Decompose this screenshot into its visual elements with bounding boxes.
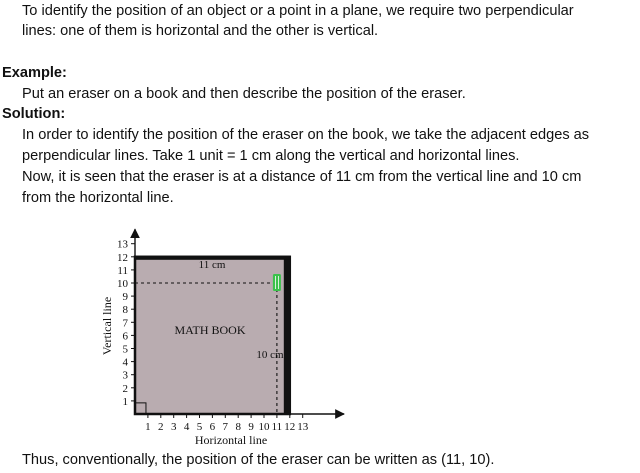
y-axis-label: Vertical line — [100, 296, 114, 356]
y-tick-label: 11 — [117, 264, 128, 277]
x-tick-label: 3 — [170, 421, 177, 433]
y-tick-label: 13 — [117, 238, 128, 251]
intro-line-2: lines: one of them is horizontal and the other is vertical. — [22, 23, 379, 39]
solution-line-1: In order to identify the position of the eraser on the book, we take the adjacent edges as — [22, 127, 590, 143]
solution-line-4: from the horizontal line. — [22, 190, 174, 206]
x-tick-label: 2 — [158, 421, 164, 433]
x-axis-label: Horizontal line — [194, 433, 268, 447]
x-tick-label: 12 — [284, 421, 296, 433]
y-tick-label: 5 — [122, 343, 128, 356]
example-heading: Example: — [2, 65, 67, 81]
x-tick-label: 5 — [196, 421, 203, 433]
y-tick-label: 7 — [122, 317, 128, 330]
book-spine — [284, 257, 291, 414]
solution-line-3: Now, it is seen that the eraser is at a distance of 11 cm from the vertical line and 10 cm — [22, 169, 582, 185]
x-tick-label: 10 — [258, 421, 270, 433]
solution-line-2: perpendicular lines. Take 1 unit = 1 cm along the vertical and horizontal lines. — [22, 148, 520, 164]
conclusion-text: Thus, conventionally, the position of the eraser can be written as (11, 10). — [22, 452, 495, 468]
x-tick-label: 7 — [222, 421, 229, 433]
y-tick-label: 3 — [122, 369, 128, 382]
x-tick-label: 11 — [271, 421, 283, 433]
x-tick-label: 8 — [235, 421, 241, 433]
y-tick-label: 1 — [122, 395, 128, 408]
example-text: Put an eraser on a book and then describe the position of the eraser. — [22, 86, 466, 102]
x-tick-label: 6 — [209, 421, 216, 433]
x-tick-label: 13 — [297, 421, 309, 433]
y-tick-label: 9 — [122, 291, 128, 304]
y-tick-label: 8 — [122, 304, 128, 317]
horizontal-distance-label: 11 cm — [198, 259, 226, 271]
y-tick-label: 10 — [117, 278, 128, 290]
y-tick-label: 12 — [117, 251, 128, 264]
y-tick-label: 2 — [122, 382, 128, 395]
y-tick-label: 4 — [122, 356, 128, 369]
eraser — [273, 274, 281, 291]
x-tick-label: 4 — [183, 421, 190, 433]
solution-heading: Solution: — [2, 106, 66, 122]
vertical-distance-label: 10 cm — [256, 349, 284, 361]
x-tick-label: 1 — [145, 421, 151, 433]
book-label: MATH BOOK — [174, 323, 246, 337]
intro-line-1: To identify the position of an object or a point in a plane, we require two perpendicular — [22, 3, 574, 19]
x-tick-label: 9 — [248, 421, 254, 433]
y-tick-label: 6 — [122, 330, 128, 343]
